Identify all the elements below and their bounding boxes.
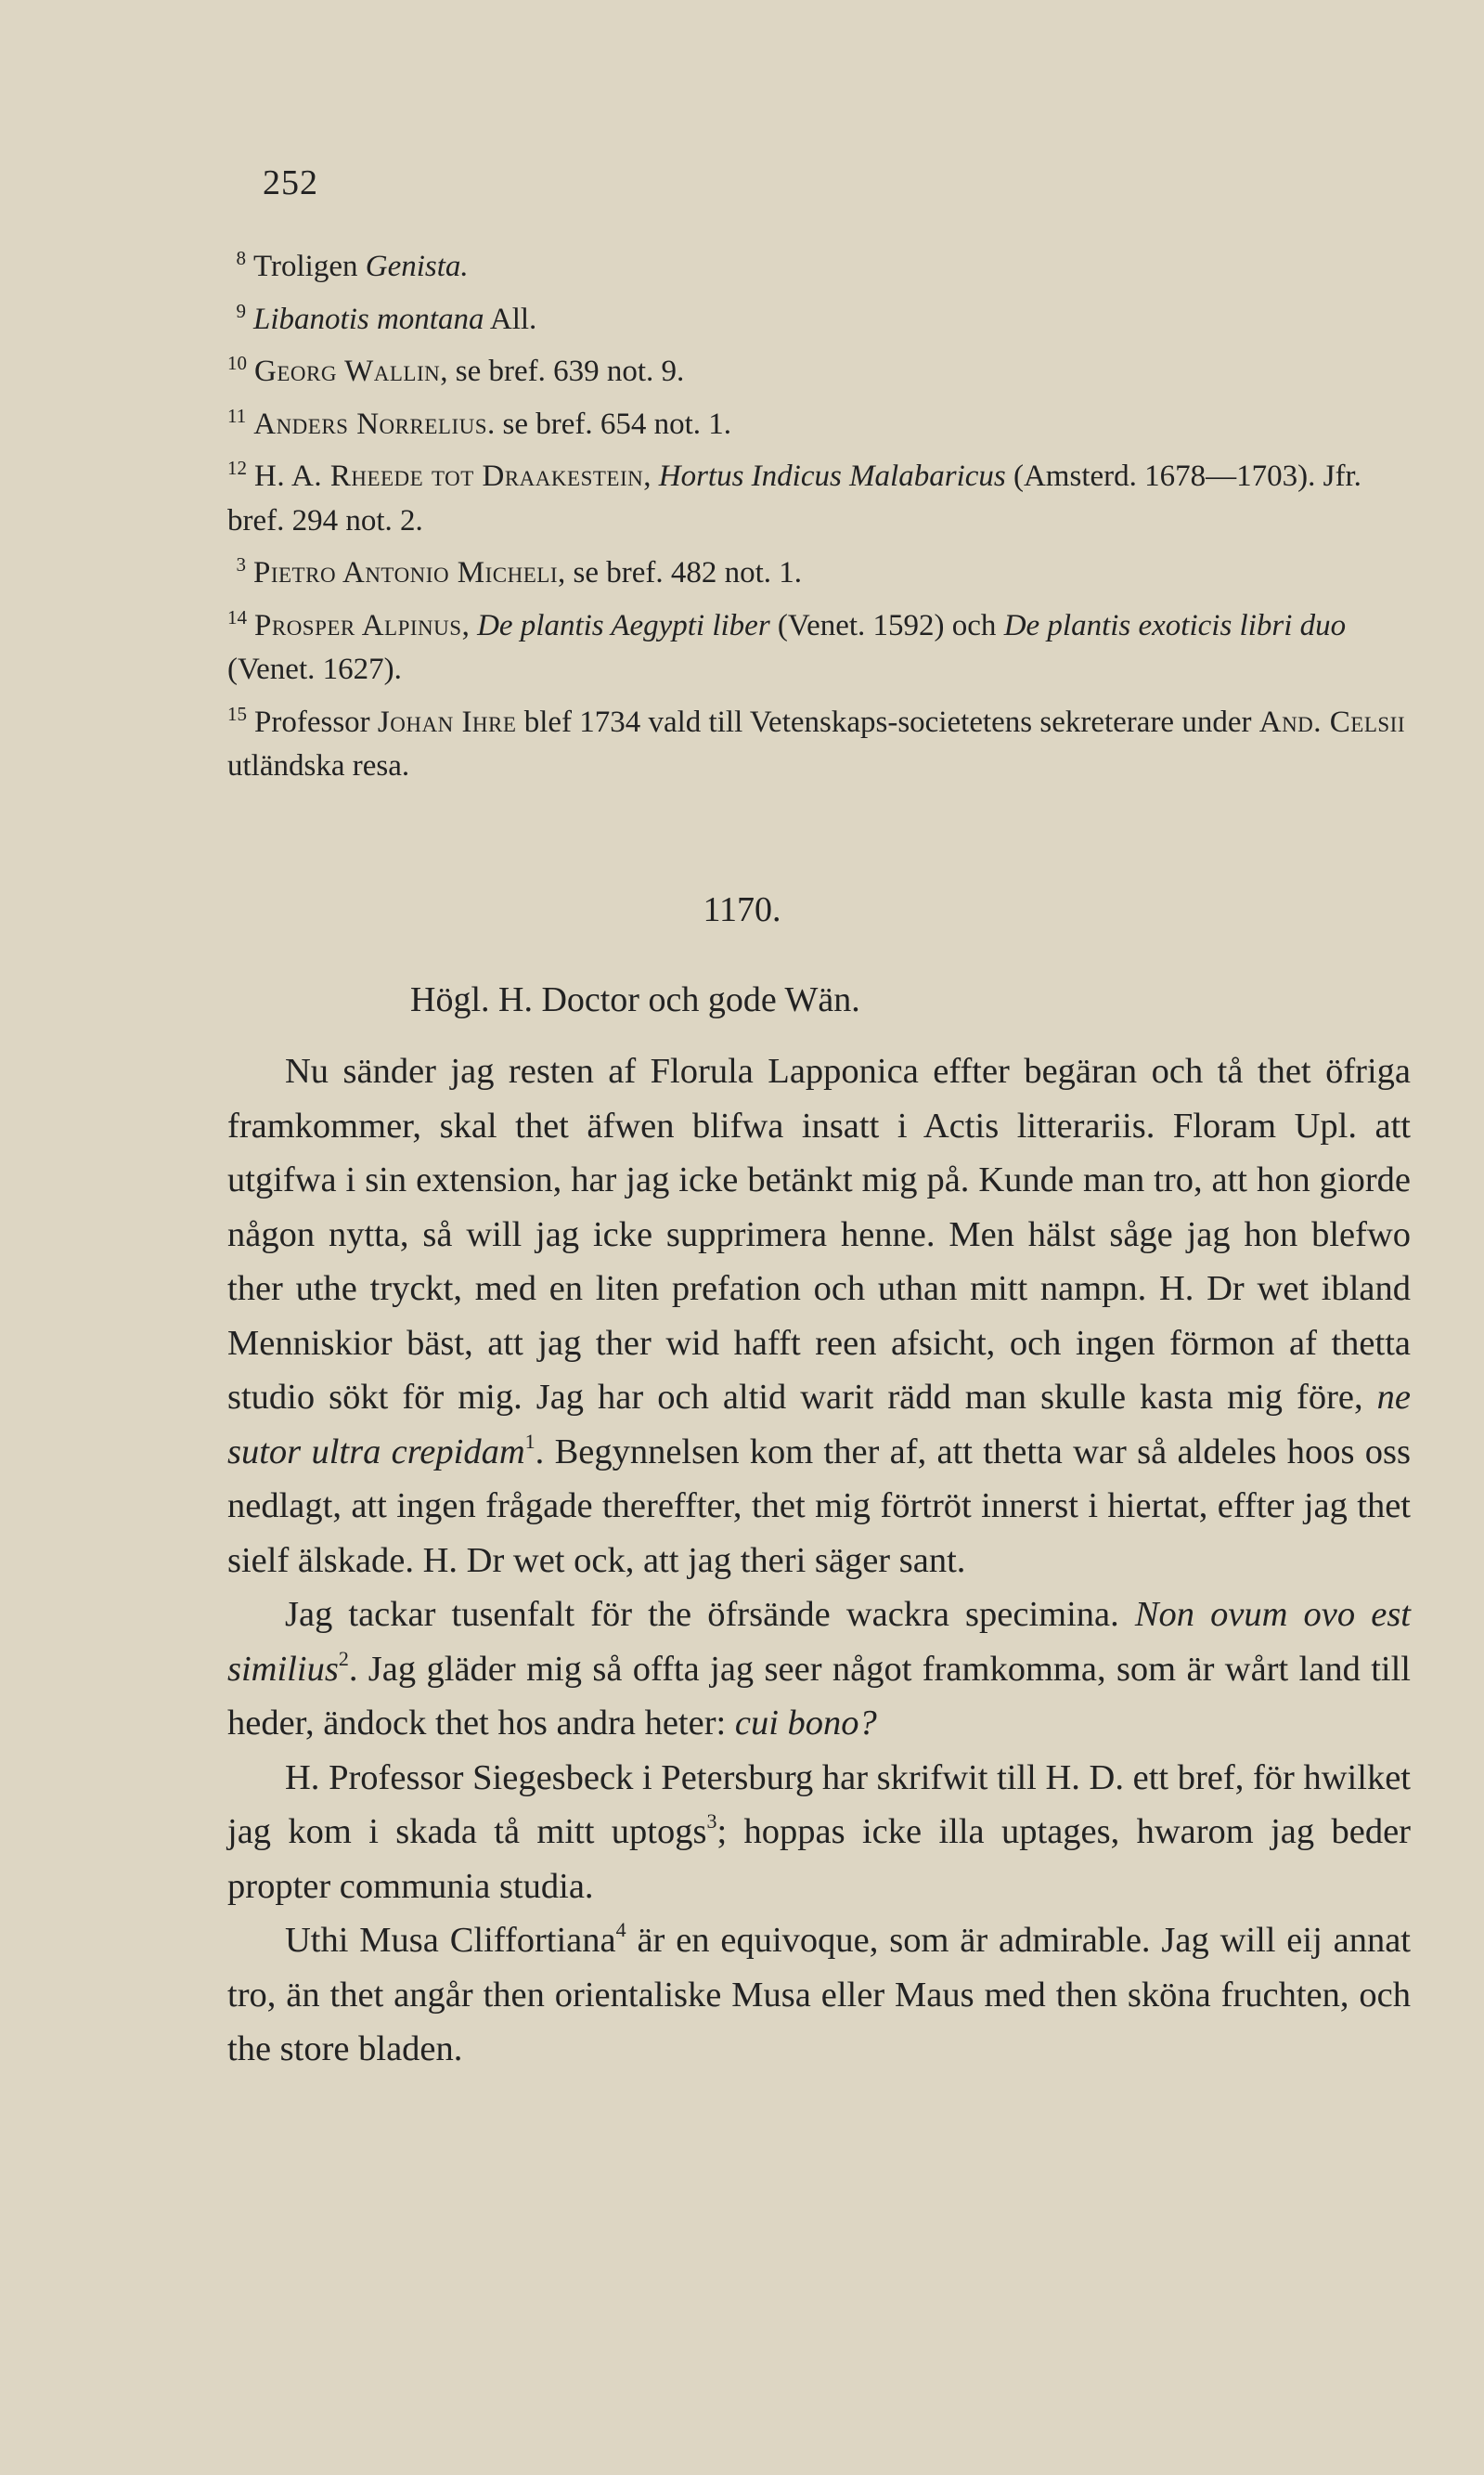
footnote-ref: 2	[338, 1646, 349, 1670]
footnote-ref: 3	[706, 1809, 717, 1833]
footnote-number: 12	[227, 457, 247, 479]
text-run: ,	[461, 608, 478, 642]
text-run: H. Professor Siegesbeck i Petersburg har skrifwit till H. D. ett bref, för hwilket jag kom i skada tå mitt uptogs	[227, 1757, 1411, 1851]
footnote	[227, 693, 1415, 789]
footnote	[227, 237, 1415, 290]
letter-body	[227, 1044, 1411, 2077]
italic-text: Non ovum ovo est similius	[227, 1595, 1411, 1689]
footnote-number: 14	[227, 605, 247, 628]
footnote-ref: 1	[524, 1429, 536, 1453]
text-run: , se bref. 482 not. 1.	[558, 556, 803, 590]
text-run: , se bref. 639 not. 9.	[440, 355, 685, 388]
text-run: Jag tackar tusenfalt för the öfrsände wackra specimina.	[285, 1595, 1135, 1634]
letter-paragraph	[227, 1587, 1411, 1751]
footnote-number: 8	[236, 247, 246, 269]
italic-text: Libanotis montana	[253, 302, 484, 336]
name-small-caps: And. Celsii	[1258, 705, 1406, 739]
name-small-caps: Anders Norrelius	[253, 407, 487, 441]
text-run: Troligen	[253, 250, 366, 283]
text-run: . Begynnelsen kom ther af, att thetta war så aldeles hoos oss nedlagt, att ingen frågade thereffter, thet mig förtröt innerst i hiertat, effter jag thet sielf älskade. H. Dr wet ock, att jag theri säger sant.	[227, 1432, 1411, 1580]
italic-text: Hortus Indicus Malabaricus	[658, 460, 1006, 493]
footnotes	[227, 237, 1415, 789]
footnote-number: 15	[227, 702, 247, 725]
footnote-number: 9	[236, 299, 246, 322]
footnote-number: 11	[227, 404, 247, 427]
letter-paragraph	[227, 1044, 1411, 1587]
footnote-number: 3	[236, 553, 246, 576]
text-run: (Amsterd. 1678—1703). Jfr. bref. 294 not. 2.	[227, 460, 1361, 538]
text-run: blef 1734 vald till Vetenskaps-societetens sekreterare under	[516, 705, 1259, 739]
letter-number: 1170.	[703, 890, 781, 929]
name-small-caps: Pietro Antonio Micheli	[253, 556, 559, 590]
footnote	[227, 596, 1415, 693]
italic-text: Genista.	[365, 250, 469, 283]
text-run: ; hoppas icke illa uptages, hwarom jag beder propter communia studia.	[227, 1812, 1411, 1906]
footnote-number: 10	[227, 352, 247, 374]
name-small-caps: H. A. Rheede tot Draakestein	[254, 460, 644, 493]
italic-text: ne sutor ultra crepidam	[227, 1378, 1411, 1471]
footnote-ref: 4	[615, 1918, 626, 1941]
name-small-caps: Georg Wallin	[254, 355, 441, 388]
text-run: All.	[484, 302, 537, 336]
text-run: ,	[643, 460, 659, 493]
text-run: . Jag gläder mig så offta jag seer något framkomma, som är wårt land till heder, ändock thet hos andra heter:	[227, 1649, 1411, 1743]
text-run: Nu sänder jag resten af Florula Lapponica effter begäran och tå thet öfriga framkommer, skal thet äfwen blifwa insatt i Actis litterariis. Floram Upl. att utgifwa i sin extension, har jag icke betänkt mig på. Kunde man tro, att hon giorde någon nytta, så will jag icke supprimera henne. Men hälst såge jag hon blefwo ther uthe tryckt, med en liten prefation och uthan mitt nampn. H. Dr wet ibland Menniskior bäst, att jag ther wid hafft reen afsicht, och ingen förmon af thetta studio sökt för mig. Jag har och altid warit rädd man skulle kasta mig före,	[227, 1052, 1411, 1417]
text-run: Professor	[254, 705, 378, 739]
italic-text: De plantis Aegypti liber	[477, 608, 770, 642]
text-run: . se bref. 654 not. 1.	[487, 407, 732, 441]
letter-paragraph	[227, 1913, 1411, 2077]
text-run: (Venet. 1627).	[227, 653, 402, 686]
text-run: är en equivoque, som är admirable. Jag will eij annat tro, än thet angår then orientaliske Musa eller Maus med then sköna fruchten, och the store bladen.	[227, 1921, 1411, 2068]
footnote	[227, 543, 1415, 596]
name-small-caps: Prosper Alpinus	[254, 608, 462, 642]
italic-text: cui bono?	[734, 1704, 877, 1743]
italic-text: De plantis exoticis libri duo	[1003, 608, 1347, 642]
text-run: (Venet. 1592) och	[769, 608, 1004, 642]
footnote	[227, 395, 1415, 447]
text-run: Uthi Musa Cliffortiana	[285, 1921, 616, 1960]
footnote	[227, 447, 1415, 543]
text-run: utländska resa.	[227, 749, 410, 783]
letter-salutation: Högl. H. Doctor och gode Wän.	[410, 980, 860, 1019]
footnote	[227, 290, 1415, 343]
page-number: 252	[263, 163, 318, 202]
name-small-caps: Johan Ihre	[377, 705, 517, 739]
letter-paragraph	[227, 1751, 1411, 1914]
footnote	[227, 342, 1415, 395]
